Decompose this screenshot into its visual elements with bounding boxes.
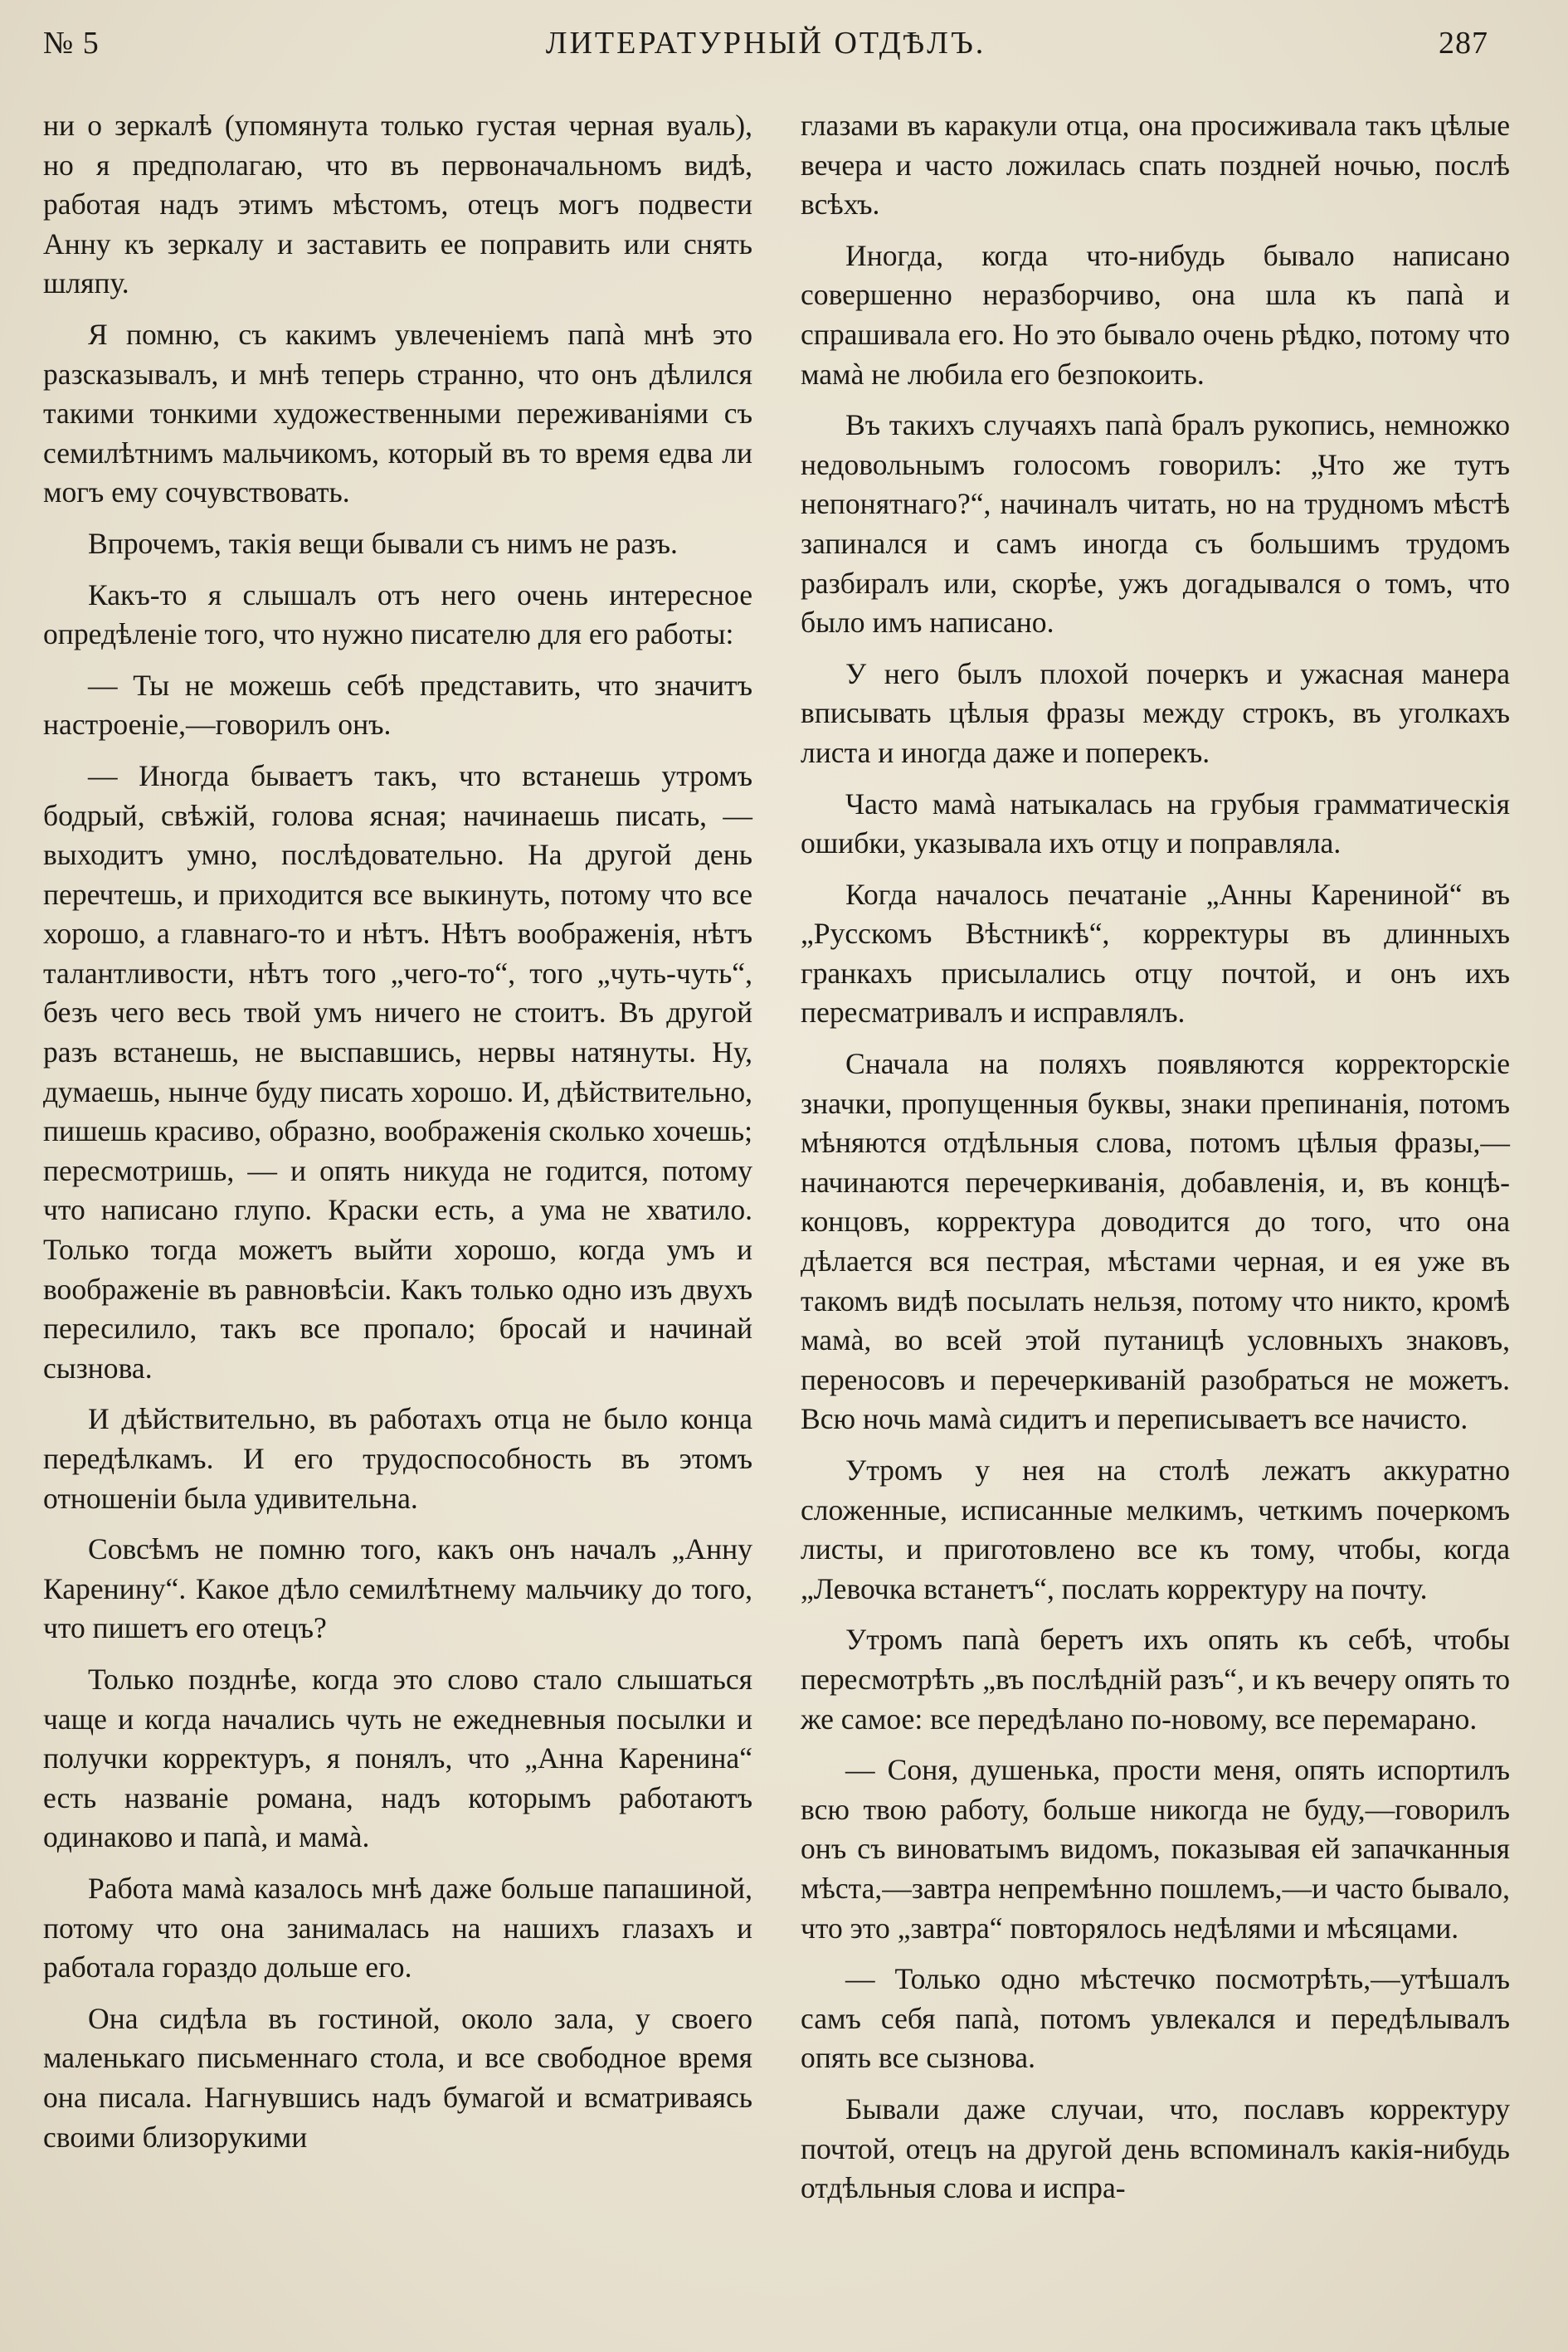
section-title: ЛИТЕРАТУРНЫЙ ОТДѢЛЪ. — [545, 26, 986, 61]
running-header — [43, 25, 1488, 78]
paragraph: Она сидѣла въ гостиной, около зала, у своего маленькаго письменнаго стола, и все свободное время она писала. Нагнувшись надъ бумагой и всматриваясь своими близорукими — [43, 2001, 752, 2154]
paragraph: Работа мамà казалось мнѣ даже больше папашиной, потому что она занималась на нашихъ глазахъ и работала гораздо дольше его. — [43, 1871, 752, 1984]
paragraph: Иногда, когда что-нибудь бывало написано совершенно неразборчиво, она шла къ папà и спрашивала его. Но это бывало очень рѣдко, потому что мамà не любила его безпокоить. — [801, 238, 1510, 391]
paragraph: Какъ-то я слышалъ отъ него очень интересное опредѣленіе того, что нужно писателю для его работы: — [43, 577, 752, 651]
paragraph: Утромъ папà беретъ ихъ опять къ себѣ, чтобы пересмотрѣть „въ послѣдній разъ“, и къ вечеру опять то же самое: все передѣлано по-новому, все перемарано. — [801, 1623, 1510, 1736]
paragraph: — Только одно мѣстечко посмотрѣть,—утѣшалъ самъ себя папà, потомъ увлекался и передѣлывалъ опять все сызнова. — [801, 1962, 1510, 2075]
left-column — [43, 106, 752, 2330]
paragraph: глазами въ каракули отца, она просиживала такъ цѣлые вечера и часто ложилась спать поздней ночью, послѣ всѣхъ. — [801, 109, 1510, 222]
paragraph: — Иногда бываетъ такъ, что встанешь утромъ бодрый, свѣжій, голова ясная; начинаешь писать, — выходитъ умно, послѣдовательно. На другой день перечтешь, и приходится все выкинуть, потому что все хорошо, а главнаго-то и нѣтъ. Нѣтъ воображенія, нѣтъ талантливости, нѣтъ того „чего-то“, того „чуть-чуть“, безъ чего весь твой умъ ничего не стоитъ. Въ другой разъ встанешь, не выспавшись, нервы натянуты. Ну, думаешь, нынче буду писать хорошо. И, дѣйствительно, пишешь красиво, образно, воображенія сколько хочешь; пересмотришь, — и опять никуда не годится, потому что написано глупо. Краски есть, а ума не хватило. Только тогда можетъ выйти хорошо, когда умъ и воображеніе въ равновѣсіи. Какъ только одно изъ двухъ пересилило, такъ все пропало; бросай и начинай сызнова. — [43, 758, 752, 1385]
paragraph: Я помню, съ какимъ увлеченіемъ папà мнѣ это разсказывалъ, и мнѣ теперь странно, что онъ дѣлился такими тонкими художественными переживаніями съ семилѣтнимъ мальчикомъ, который въ то время едва ли могъ ему сочувствовать. — [43, 317, 752, 509]
right-column — [801, 106, 1510, 2330]
paragraph: Бывали даже случаи, что, пославъ корректуру почтой, отецъ на другой день вспоминалъ какія-нибудь отдѣльныя слова и испра- — [801, 2091, 1510, 2205]
paragraph: И дѣйствительно, въ работахъ отца не было конца передѣлкамъ. И его трудоспособность въ этомъ отношеніи была удивительна. — [43, 1402, 752, 1515]
paragraph: — Ты не можешь себѣ представить, что значитъ настроеніе,—говорилъ онъ. — [43, 668, 752, 742]
paragraph: Часто мамà натыкалась на грубыя грамматическія ошибки, указывала ихъ отцу и поправляла. — [801, 786, 1510, 860]
paragraph: Въ такихъ случаяхъ папà бралъ рукопись, немножко недовольнымъ голосомъ говорилъ: „Что же тутъ непонятнаго?“, начиналъ читать, но на трудномъ мѣстѣ запинался и самъ иногда съ большимъ трудомъ разбиралъ или, скорѣе, ужъ догадывался о томъ, что было имъ написано. — [801, 408, 1510, 640]
paragraph: У него былъ плохой почеркъ и ужасная манера вписывать цѣлыя фразы между строкъ, въ уголкахъ листа и иногда даже и поперекъ. — [801, 656, 1510, 769]
paragraph: Когда началось печатаніе „Анны Карениной“ въ „Русскомъ Вѣстникѣ“, корректуры въ длинныхъ гранкахъ присылались отцу почтой, и онъ ихъ пересматривалъ и исправлялъ. — [801, 877, 1510, 1030]
issue-number: № 5 — [43, 26, 100, 61]
paragraph: Только позднѣе, когда это слово стало слышаться чаще и когда начались чуть не ежедневныя посылки и получки корректуръ, я понялъ, что „Анна Каренина“ есть названіе романа, надъ которымъ работаютъ одинаково и папà, и мамà. — [43, 1662, 752, 1854]
page-number: 287 — [1439, 26, 1488, 61]
paragraph: ни о зеркалѣ (упомянута только густая черная вуаль), но я предполагаю, что въ первоначальномъ видѣ, работая надъ этимъ мѣстомъ, отецъ могъ подвести Анну къ зеркалу и заставить ее поправить или снять шляпу. — [43, 109, 752, 300]
paragraph: Утромъ у нея на столѣ лежатъ аккуратно сложенные, исписанные мелкимъ, четкимъ почеркомъ листы, и приготовлено все къ тому, чтобы, когда „Левочка встанетъ“, послать корректуру на почту. — [801, 1454, 1510, 1605]
paragraph: Совсѣмъ не помню того, какъ онъ началъ „Анну Каренину“. Какое дѣло семилѣтнему мальчику до того, что пишетъ его отецъ? — [43, 1532, 752, 1645]
paragraph: Впрочемъ, такія вещи бывали съ нимъ не разъ. — [88, 526, 678, 560]
paragraph: Сначала на поляхъ появляются корректорскіе значки, пропущенныя буквы, знаки препинанія, потомъ мѣняются отдѣльныя слова, потомъ цѣлыя фразы,—начинаются перечеркиванія, добавленія, и, въ концѣ-концовъ, корректура доводится до того, что она дѣлается вся пестрая, мѣстами черная, и ея уже въ такомъ видѣ посылать нельзя, потому что никто, кромѣ мамà, во всей этой путаницѣ условныхъ знаковъ, переносовъ и перечеркиваній разобраться не можетъ. Всю ночь мамà сидитъ и переписываетъ все начисто. — [801, 1047, 1510, 1436]
paragraph: — Соня, душенька, прости меня, опять испортилъ всю твою работу, больше никогда не буду,—говорилъ онъ съ виноватымъ видомъ, показывая ей запачканныя мѣста,—завтра непремѣнно пошлемъ,—и часто бывало, что это „завтра“ повторялось недѣлями и мѣсяцами. — [801, 1753, 1510, 1945]
